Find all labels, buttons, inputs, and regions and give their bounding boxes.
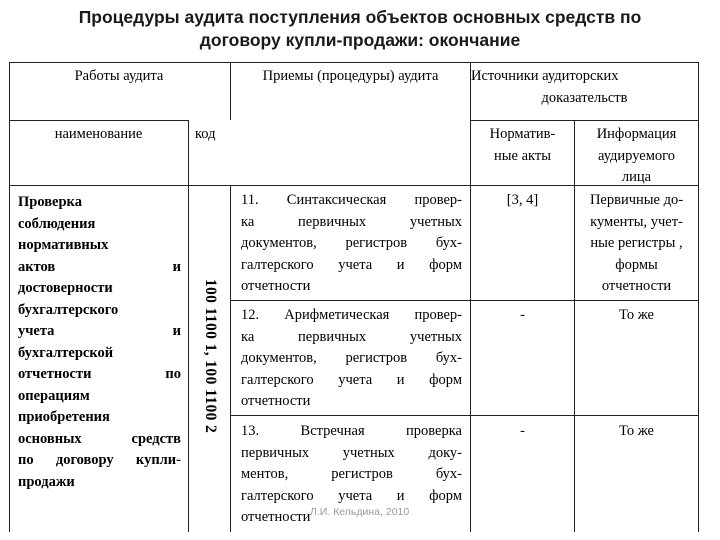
work-name [18, 192, 181, 493]
procedure-line: отчетности [241, 278, 311, 294]
work-line: бухгалтерской [18, 344, 114, 361]
info-line: отчетности [601, 278, 672, 294]
info-12 [575, 305, 698, 327]
work-code-text: 100 1100 1, 100 1100 2 [202, 278, 219, 434]
header-audit-works [9, 66, 229, 88]
procedure-line: галтерского учета и форм [241, 256, 462, 273]
work-line: актов и [18, 258, 181, 275]
info-13 [575, 421, 698, 443]
work-line: по договору купли- [18, 452, 181, 468]
header-name [9, 124, 188, 146]
header-code [195, 124, 235, 146]
header-procedures [231, 66, 470, 88]
col-sep-procedures-lower [230, 185, 231, 532]
row-sep-2 [231, 415, 699, 416]
work-code [190, 186, 230, 532]
row-sep-1 [231, 300, 699, 301]
info-line: кументы, учет- [590, 213, 683, 230]
normative-12 [471, 305, 574, 327]
header-normative [471, 124, 574, 167]
info-line: ные регистры , [590, 235, 683, 251]
normative-13 [471, 421, 574, 443]
normative-value: - [520, 307, 525, 323]
procedure-line: ментов, регистров бух- [241, 466, 462, 482]
header-info-line-2: аудируемого [598, 147, 675, 164]
procedure-line: галтерского учета и форм [241, 371, 462, 388]
row-sep-header-1 [9, 120, 189, 121]
work-line: достоверности [18, 280, 113, 296]
page-title [20, 6, 700, 52]
table-border-top [9, 62, 699, 63]
work-line: бухгалтерского [18, 301, 119, 318]
normative-value: - [520, 423, 525, 439]
info-11 [575, 190, 698, 298]
header-audit-works-text: Работы аудита [74, 68, 164, 84]
work-line: соблюдения [18, 215, 96, 232]
procedure-line: отчетности [241, 509, 311, 525]
header-normative-line-2: ные акты [494, 147, 551, 164]
header-info-line-1: Информация [596, 126, 677, 142]
info-line: Первичные до- [589, 192, 684, 208]
title-line-2: договору купли-продажи: окончание [199, 30, 521, 50]
header-code-text: код [195, 126, 216, 142]
work-line: нормативных [18, 237, 109, 253]
header-info [575, 124, 698, 189]
header-sources-line-1: Источники аудиторских [471, 68, 619, 84]
info-line: То же [619, 307, 654, 323]
normative-value: [3, 4] [506, 192, 539, 208]
procedure-12 [241, 305, 462, 413]
header-sources [471, 66, 698, 109]
watermark: Л.И. Кельдина, 2010 [310, 506, 410, 518]
procedure-line: ка первичных учетных [241, 328, 462, 345]
header-info-line-3: лица [621, 169, 652, 185]
normative-11 [471, 190, 574, 212]
col-sep-code [188, 120, 189, 532]
procedure-line: галтерского учета и форм [241, 487, 462, 504]
work-line: продажи [18, 473, 75, 490]
header-procedures-text: Приемы (процедуры) аудита [262, 68, 439, 84]
info-line: То же [619, 423, 654, 439]
info-line: формы [615, 256, 658, 273]
audit-table [9, 62, 699, 532]
procedure-line: 13. Встречная проверка [241, 423, 462, 439]
title-line-1: Процедуры аудита поступления объектов основных средств по [78, 7, 642, 27]
work-line: Проверка [18, 194, 82, 210]
work-line: отчетности по [18, 366, 181, 382]
procedure-line: 11. Синтаксическая провер- [241, 192, 462, 208]
procedure-line: отчетности [241, 393, 311, 409]
work-line: приобретения [18, 409, 110, 425]
procedure-11 [241, 190, 462, 298]
table-border-right [698, 62, 699, 532]
header-sources-line-2: доказательств [541, 89, 628, 106]
header-name-text: наименование [54, 126, 143, 142]
work-line: основных средств [18, 430, 181, 447]
procedure-line: документов, регистров бух- [241, 350, 462, 366]
work-line: учета и [18, 323, 181, 339]
procedure-line: ка первичных учетных [241, 213, 462, 230]
procedure-line: первичных учетных доку- [241, 444, 462, 461]
procedure-line: 12. Арифметическая провер- [241, 307, 462, 323]
header-normative-line-1: Норматив- [489, 126, 556, 142]
work-line: операциям [18, 387, 90, 404]
procedure-line: документов, регистров бух- [241, 235, 462, 251]
row-sep-header-1-right [471, 120, 699, 121]
